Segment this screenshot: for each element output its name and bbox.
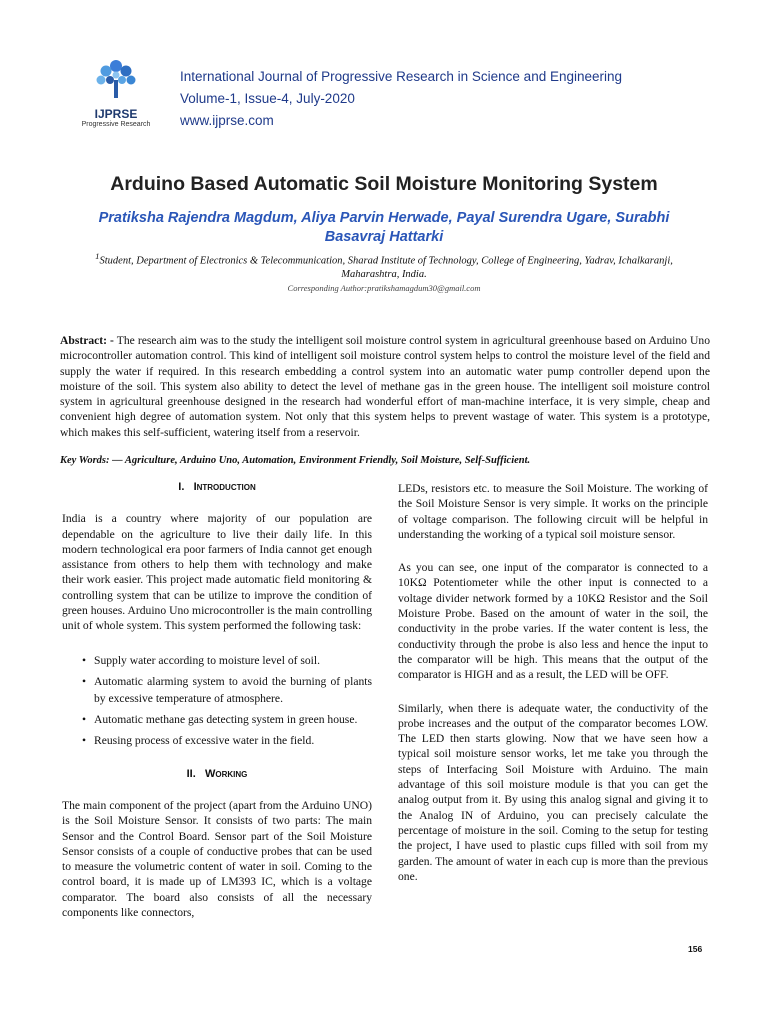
bullet-icon: • [82,653,87,667]
journal-header [180,66,622,132]
section-heading-working [62,767,372,782]
left-column [62,480,372,938]
paragraph: Similarly, when there is adequate water, the conductivity of the probe increases and the output of the comparator becomes LOW. The LED then starts glowing. Now that we have seen how a typical soil moisture sensor works, let me take you through the steps of Interfacing Soil Moisture with Arduino. The main advantage of this soil moisture module is that you can get the analog output from it. By using this analog signal and giving it to the Analog IN of Arduino, you can precisely calculate the percentage of moisture in the soil. Coming to the setup for testing the project, I have used to plastic cups filled with soil from my garden. The amount of water in each cup is more than the previous one. [398,701,708,883]
abstract-label: Abstract: - [60,334,114,347]
section-title: Introduction [193,481,256,493]
bullet-icon: • [82,733,87,747]
affiliation-text: Student, Department of Electronics & Telecommunication, Sharad Institute of Technology, College of Engineering, Yadrav, Ichalkaranji, Maharashtra, India. [99,255,673,280]
introduction-paragraph: India is a country where majority of our population are dependable on the agriculture to live their daily life. In this modern technological era poor farmers of India cannot get enough assistance from others to help them with technology and make their work easier. This project made automatic field monitoring & controlling system that can be utilize to improve the condition of green houses. Arduino Uno microcontroller is the main controlling unit of whole system. This system performed the following task: [62,512,372,633]
journal-name: International Journal of Progressive Research in Science and Engineering [180,69,623,84]
journal-volume: Volume-1, Issue-4, July-2020 [180,91,355,106]
logo-tagline: Progressive Research [81,121,151,128]
working-paragraph: The main component of the project (apart from the Arduino UNO) is the Soil Moisture Sensor. It consists of two parts: The main Sensor and the Control Board. Sensor part of the Soil Moisture Sensor consists of a couple of conductive probes that can be used to measure the volumetric content of water in soil. Coming to the control board, it is made up of LM393 IC, which is a voltage comparator. The board also consists of all the necessary components like connectors, [62,798,372,920]
bullet-icon: • [82,712,87,726]
right-column [398,481,708,902]
paper-affiliation [70,250,698,281]
paper-authors: Pratiksha Rajendra Magdum, Aliya Parvin Herwade, Payal Surendra Ugare, Surabhi Basavraj Hattarki [98,210,670,245]
list-item: • Automatic alarming system to avoid the burning of plants by excessive temperature of atmosphere. [82,674,372,705]
paragraph: LEDs, resistors etc. to measure the Soil Moisture. The working of the Soil Moisture Sensor is very simple. It works on the principle of voltage comparison. The following circuit will be helpful in understanding the working of a typical soil moisture sensor. [398,482,708,541]
section-heading-introduction [62,480,372,495]
journal-website[interactable]: www.ijprse.com [180,113,274,128]
corresponding-author: Corresponding Author:pratikshamagdum30@gmail.com [287,283,481,293]
logo-name: IJPRSE [94,107,138,121]
keywords: Key Words: — Agriculture, Arduino Uno, Automation, Environment Friendly, Soil Moisture, Self-Sufficient. [60,455,531,466]
section-title: Working [204,767,248,780]
affiliation-sup: 1 [95,251,100,261]
section-number: I. [178,481,185,493]
task-list [62,652,372,749]
list-item: • Reusing process of excessive water in the field. [82,733,315,747]
journal-logo [76,56,156,128]
list-item: • Supply water according to moisture level of soil. [82,653,321,667]
tree-logo-icon [93,56,139,100]
abstract [60,333,710,440]
abstract-text: The research aim was to the study the intelligent soil moisture control system in agricultural greenhouse based on Arduino Uno microcontroller automation control. This kind of intelligent soil moisture control system helps to control the moisture level of the field and supply the water if required. In this research embedding a control system into an automatic water pump controller depend upon the moisture of the soil. This system also ability to detect the level of methane gas in the green house. The intelligent soil moisture control system in agricultural greenhouse designed in the research had wonderful effort of man-machine interface, it is very simple, cheap and convenient high degree of automation system. Not only that this system helps to prevent wastage of water. This system is a prototype, which makes this self-sufficient, watering itself from a reservoir. [60,334,711,439]
bullet-icon: • [82,674,87,688]
section-number: II. [186,767,196,780]
paragraph: As you can see, one input of the comparator is connected to a 10KΩ Potentiometer while the other input is connected to a voltage divider network formed by a 10KΩ Resistor and the Soil Moisture Probe. Based on the amount of water in the soil, the conductivity in the probe varies. If the water content is less, the conductivity through the probe is also less and hence the input to the comparator will be high. This means that the output of the comparator is HIGH and as a result, the LED will be OFF. [398,561,708,682]
page-number: 156 [688,944,703,954]
list-item: • Automatic methane gas detecting system in green house. [82,712,358,726]
paper-title: Arduino Based Automatic Soil Moisture Monitoring System [110,173,658,195]
